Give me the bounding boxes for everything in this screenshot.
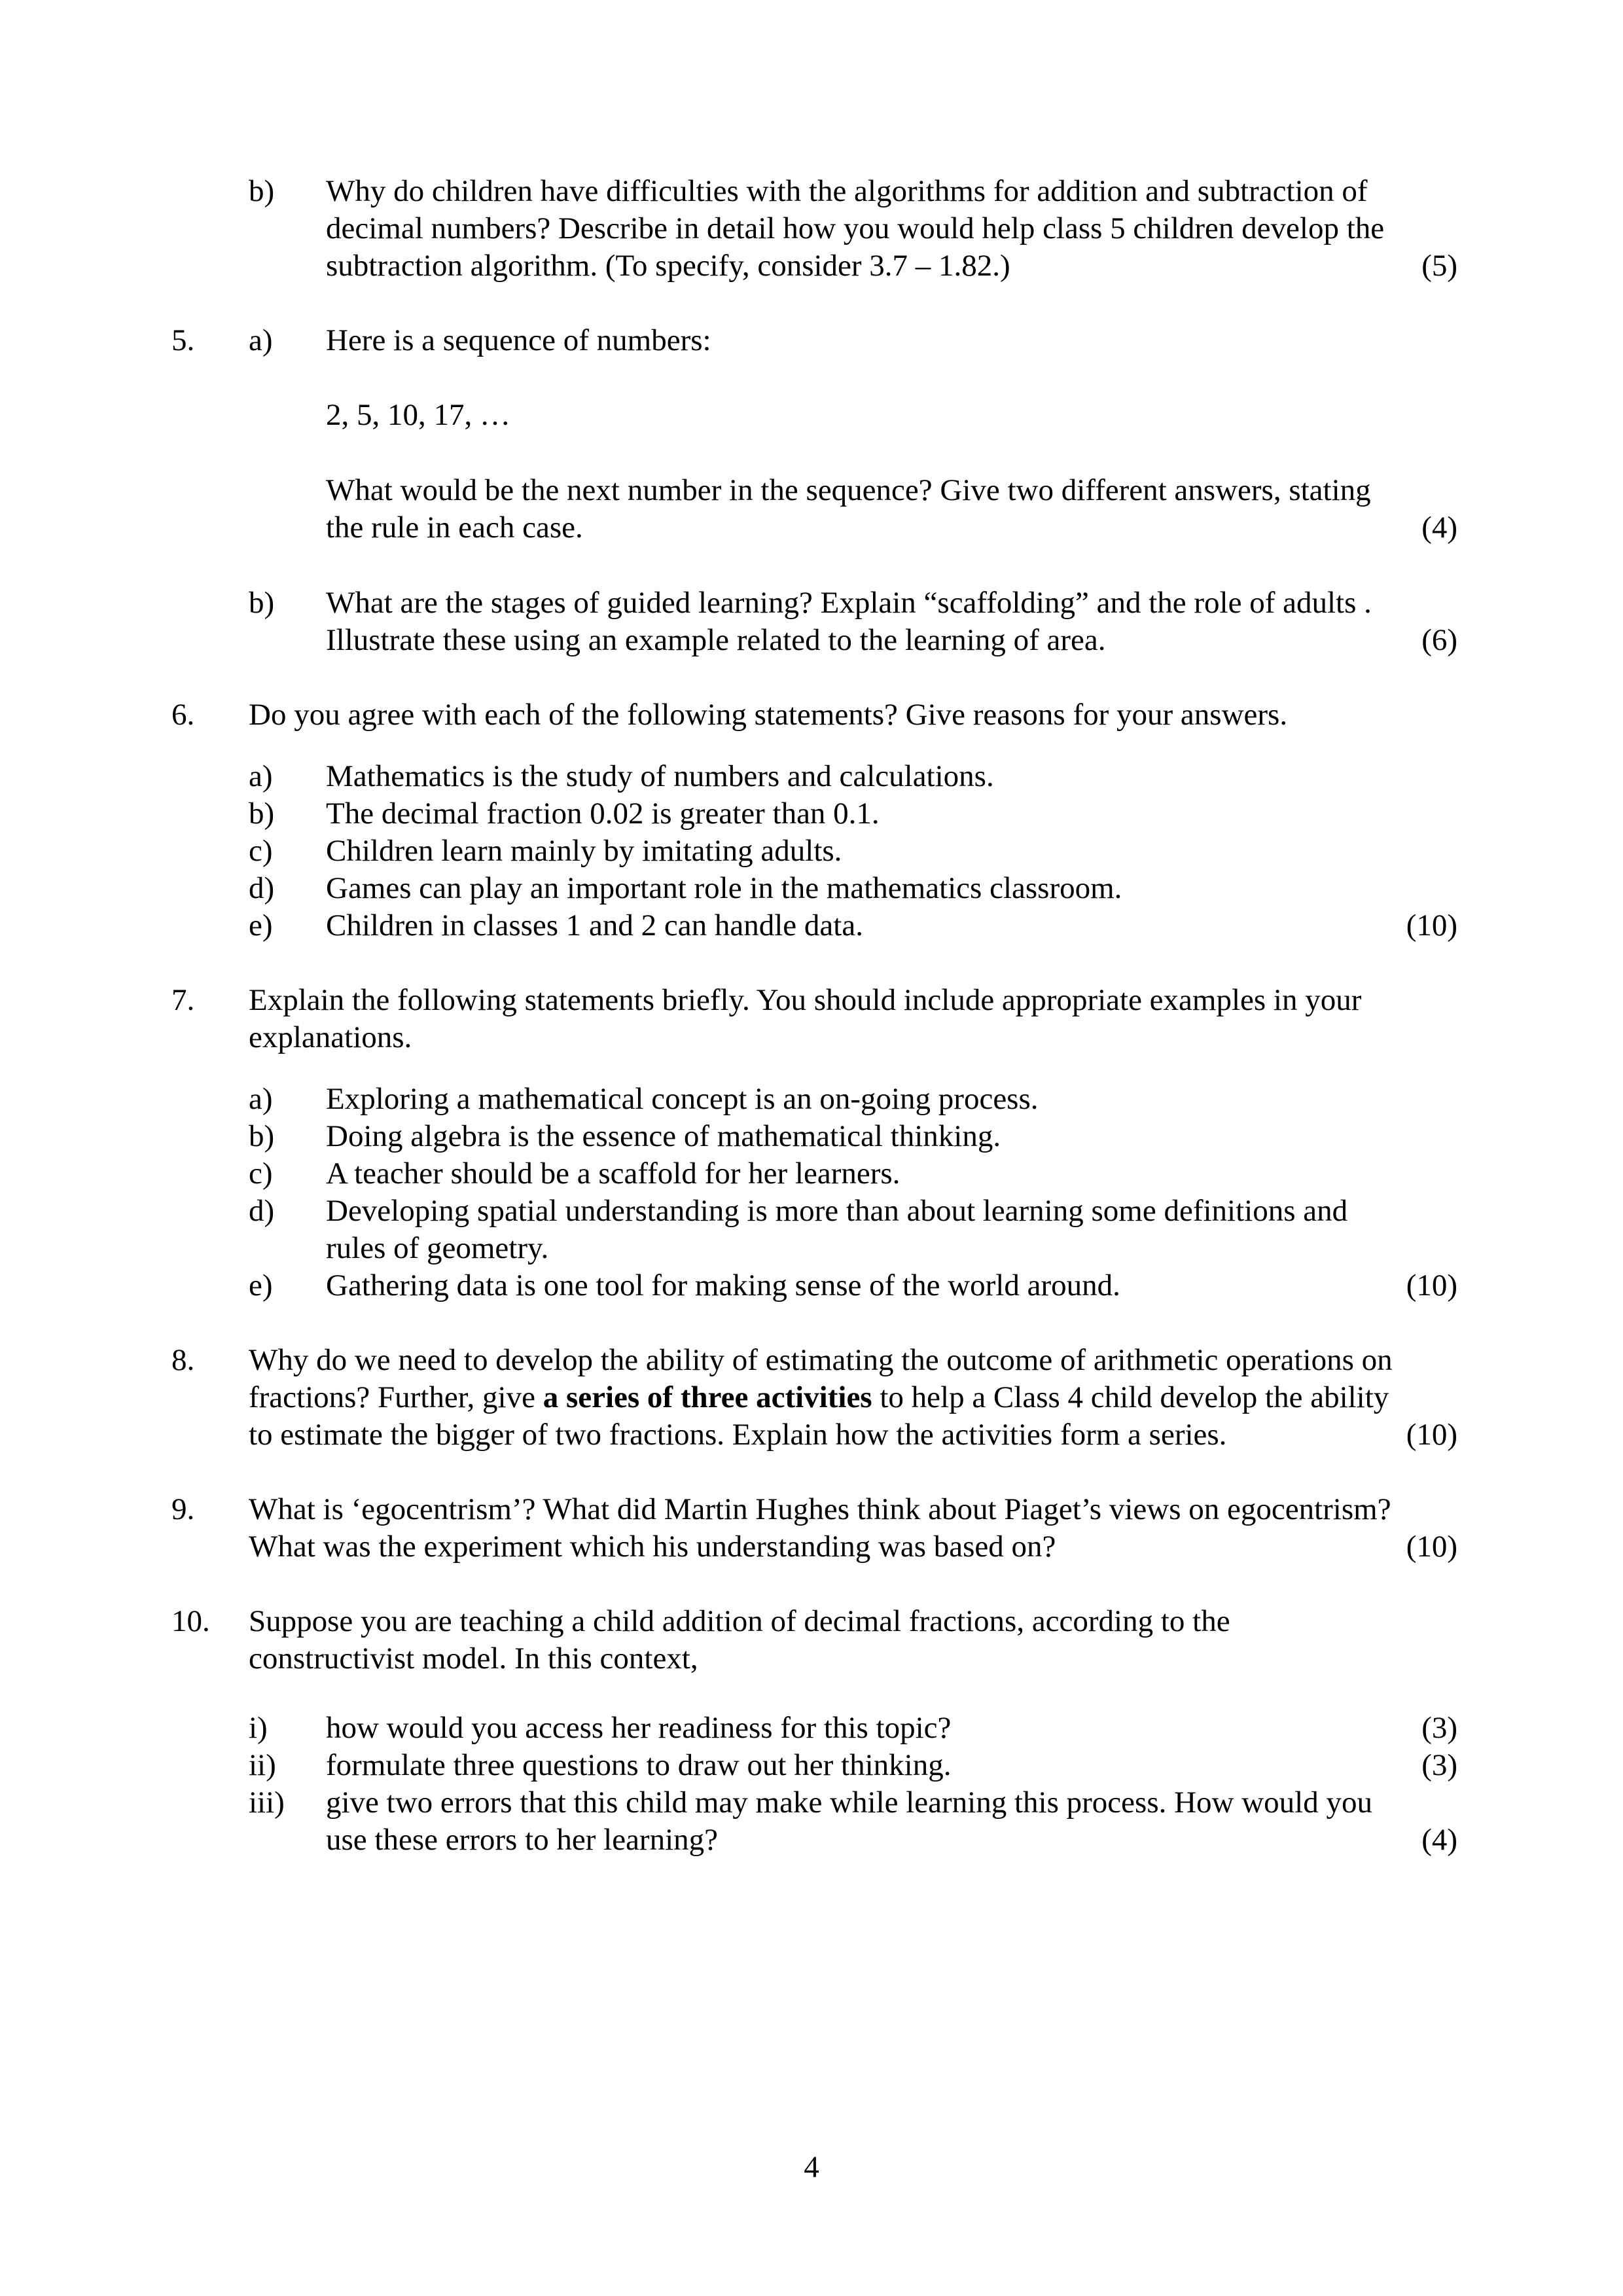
item-label: d): [249, 1194, 275, 1228]
question-stem: Suppose you are teaching a child addition of decimal fractions, according to the: [249, 1604, 1230, 1638]
item-text: Doing algebra is the essence of mathematical thinking.: [326, 1119, 1001, 1153]
number-sequence: 2, 5, 10, 17, …: [326, 398, 510, 432]
marks: (4): [1421, 1823, 1457, 1857]
item-text: The decimal fraction 0.02 is greater than 0.1.: [326, 797, 880, 831]
question-number: 7.: [171, 983, 195, 1017]
emphasis: a series of three activities: [543, 1380, 872, 1414]
question-number: 10.: [171, 1604, 210, 1638]
question-stem: Explain the following statements briefly. You should include appropriate examples in your: [249, 983, 1362, 1017]
item-label: a): [249, 1082, 273, 1116]
item-text: Exploring a mathematical concept is an on-going process.: [326, 1082, 1039, 1116]
question-label: b): [249, 586, 275, 620]
item-text: Mathematics is the study of numbers and calculations.: [326, 759, 994, 793]
item-text: Gathering data is one tool for making sense of the world around.: [326, 1268, 1120, 1302]
item-label: iii): [249, 1785, 285, 1820]
question-text-line: to estimate the bigger of two fractions. Explain how the activities form a series.: [249, 1418, 1227, 1452]
text-fragment: to help a Class 4 child develop the ability: [872, 1380, 1389, 1414]
item-label: ii): [249, 1748, 276, 1782]
item-text: Children learn mainly by imitating adults.: [326, 834, 842, 868]
question-text-line: Illustrate these using an example related to the learning of area.: [326, 623, 1106, 657]
question-stem: explanations.: [249, 1020, 412, 1054]
question-text-line: Here is a sequence of numbers:: [326, 323, 711, 357]
question-text-line: Why do children have difficulties with the algorithms for addition and subtraction of: [326, 174, 1368, 208]
item-label: e): [249, 908, 273, 942]
item-label: d): [249, 871, 275, 905]
item-text: A teacher should be a scaffold for her learners.: [326, 1157, 901, 1191]
item-label: c): [249, 834, 273, 868]
question-stem: Do you agree with each of the following statements? Give reasons for your answers.: [249, 698, 1288, 732]
question-stem: constructivist model. In this context,: [249, 1641, 698, 1676]
question-text-line: What would be the next number in the sequence? Give two different answers, stating: [326, 473, 1371, 507]
item-text: Games can play an important role in the mathematics classroom.: [326, 871, 1122, 905]
marks: (6): [1421, 623, 1457, 657]
item-label: b): [249, 797, 275, 831]
question-text-line: [249, 1379, 1389, 1416]
item-label: b): [249, 1119, 275, 1153]
item-text: how would you access her readiness for this topic?: [326, 1711, 952, 1745]
question-text-line: What are the stages of guided learning? Explain “scaffolding” and the role of adults .: [326, 586, 1372, 620]
question-number: 8.: [171, 1343, 195, 1377]
item-text: Children in classes 1 and 2 can handle data.: [326, 908, 863, 942]
item-text: give two errors that this child may make while learning this process. How would you: [326, 1785, 1372, 1820]
marks: (4): [1421, 511, 1457, 545]
question-text-line: What is ‘egocentrism’? What did Martin Hughes think about Piaget’s views on egocentrism?: [249, 1492, 1391, 1526]
question-text-line: Why do we need to develop the ability of estimating the outcome of arithmetic operations on: [249, 1343, 1393, 1377]
item-label: i): [249, 1711, 268, 1745]
question-label: b): [249, 174, 275, 208]
question-text-line: decimal numbers? Describe in detail how you would help class 5 children develop the: [326, 211, 1385, 245]
item-text: use these errors to her learning?: [326, 1823, 718, 1857]
marks: (3): [1421, 1711, 1457, 1745]
text-fragment: fractions? Further, give: [249, 1380, 543, 1414]
marks: (5): [1421, 249, 1457, 283]
item-label: c): [249, 1157, 273, 1191]
marks: (10): [1406, 1530, 1457, 1564]
question-number: 9.: [171, 1492, 195, 1526]
question-number: 6.: [171, 698, 195, 732]
item-label: a): [249, 759, 273, 793]
item-label: e): [249, 1268, 273, 1302]
question-label: a): [249, 323, 273, 357]
question-number: 5.: [171, 323, 195, 357]
marks: (10): [1406, 1418, 1457, 1452]
question-text-line: the rule in each case.: [326, 511, 583, 545]
marks: (10): [1406, 908, 1457, 942]
marks: (10): [1406, 1268, 1457, 1302]
question-text-line: subtraction algorithm. (To specify, consider 3.7 – 1.82.): [326, 249, 1010, 283]
item-text: formulate three questions to draw out her thinking.: [326, 1748, 952, 1782]
item-text: rules of geometry.: [326, 1231, 549, 1265]
item-text: Developing spatial understanding is more than about learning some definitions and: [326, 1194, 1348, 1228]
page-number: 4: [804, 2150, 819, 2184]
question-text-line: What was the experiment which his understanding was based on?: [249, 1530, 1056, 1564]
marks: (3): [1421, 1748, 1457, 1782]
